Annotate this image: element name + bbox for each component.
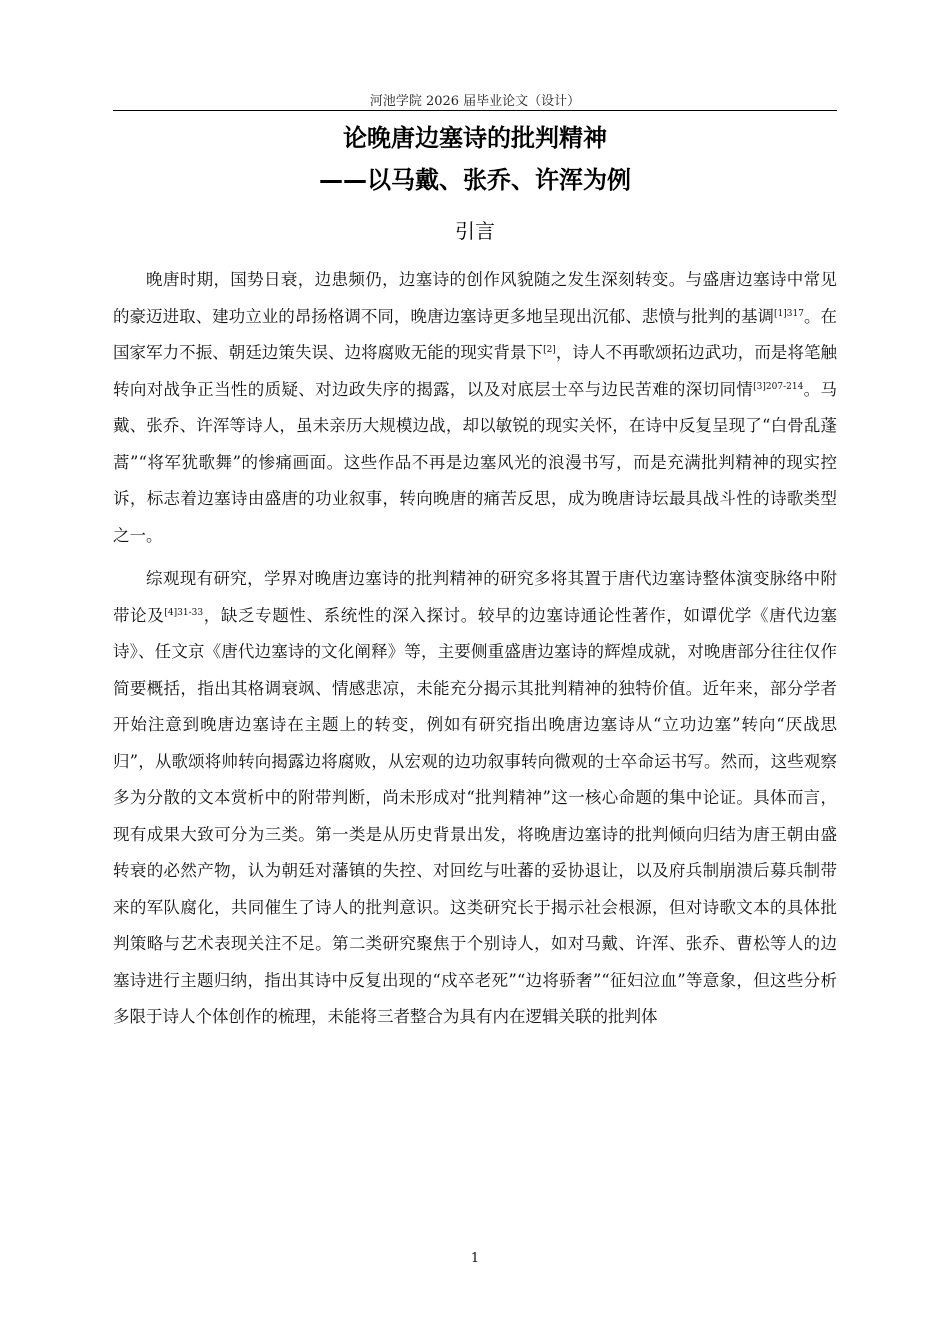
p2-text-2: ，缺乏专题性、系统性的深入探讨。较早的边塞诗通论性著作，如谭优学《唐代边塞诗》、任文京《唐代边塞诗的文化阐释》等，主要侧重盛唐边塞诗的辉煌成就，对晚唐部分往往仅作简要概括，指出其格调衰飒、情感悲凉，未能充分揭示其批判精神的独特价值。近年来，部分学者开始注意到晚唐边塞诗在主题上的转变，例如有研究指出晚唐边塞诗从“立功边塞”转向“厌战思归”，从歌颂将帅转向揭露边将腐败，从宏观的边功叙事转向微观的士卒命运书写。然而，这些观察多为分散的文本赏析中的附带判断，尚未形成对“批判精神”这一核心命题的集中论证。具体而言，现有成果大致可分为三类。第一类是从历史背景出发，将晚唐边塞诗的批判倾向归结为唐王朝由盛转衰的必然产物，认为朝廷对藩镇的失控、对回纥与吐蕃的妥协退让，以及府兵制崩溃后募兵制带来的军队腐化，共同催生了诗人的批判意识。这类研究长于揭示社会根源，但对诗歌文本的具体批判策略与艺术表现关注不足。第二类研究聚焦于个别诗人，如对马戴、许浑、张乔、曹松等人的边塞诗进行主题归纳，指出其诗中反复出现的“戍卒老死”“边将骄奢”“征妇泣血”等意象，但这些分析多限于诗人个体创作的梳理，未能将三者整合为具有内在逻辑关联的批判体 xyxy=(113,605,838,1026)
citation: [2] xyxy=(543,345,556,355)
p1-text-1: 晚唐时期，国势日衰，边患频仍，边塞诗的创作风貌随之发生深刻转变。与盛唐边塞诗中常见的豪迈进取、建功立业的昂扬格调不同，晚唐边塞诗更多地呈现出沉郁、悲愤与批判的基调 xyxy=(113,270,837,326)
p2-text-1: 综观现有研究，学界对晚唐边塞诗的批判精神的研究多将其置于唐代边塞诗整体演变脉络中附带论及 xyxy=(113,569,837,625)
paragraph-2 xyxy=(113,561,837,1036)
citation: [4]31-33 xyxy=(164,607,204,618)
citation: [1]317 xyxy=(774,308,804,319)
page-number: 1 xyxy=(470,1251,480,1266)
section-heading: 引言 xyxy=(455,219,495,243)
paragraph-1 xyxy=(113,262,837,554)
p1-text-4: 。马戴、张乔、许浑等诗人，虽未亲历大规模边战，却以敏锐的现实关怀，在诗中反复呈现了“白骨乱蓬蒿”“将军犹歌舞”的惨痛画面。这些作品不再是边塞风光的浪漫书写，而是充满批判精神的现实控诉，标志着边塞诗由盛唐的功业叙事，转向晚唐的痛苦反思，成为晚唐诗坛最具战斗性的诗歌类型之一。 xyxy=(113,379,838,545)
p1-text-3: ，诗人不再歌颂拓边武功，而是将笔触转向对战争正当性的质疑、对边政失序的揭露，以及对底层士卒与边民苦难的深切同情 xyxy=(113,343,838,399)
citation: [3]207-214 xyxy=(753,381,804,392)
p1-text-2: 。在国家军力不振、朝廷边策失误、边将腐败无能的现实背景下 xyxy=(113,306,838,362)
paper-title: 论晚唐边塞诗的批判精神 xyxy=(343,124,607,152)
running-header: 河池学院 2026 届毕业论文（设计） xyxy=(369,94,581,109)
header-rule xyxy=(113,110,837,111)
paper-subtitle: ——以马戴、张乔、许浑为例 xyxy=(319,166,631,194)
body-text xyxy=(113,262,837,1036)
